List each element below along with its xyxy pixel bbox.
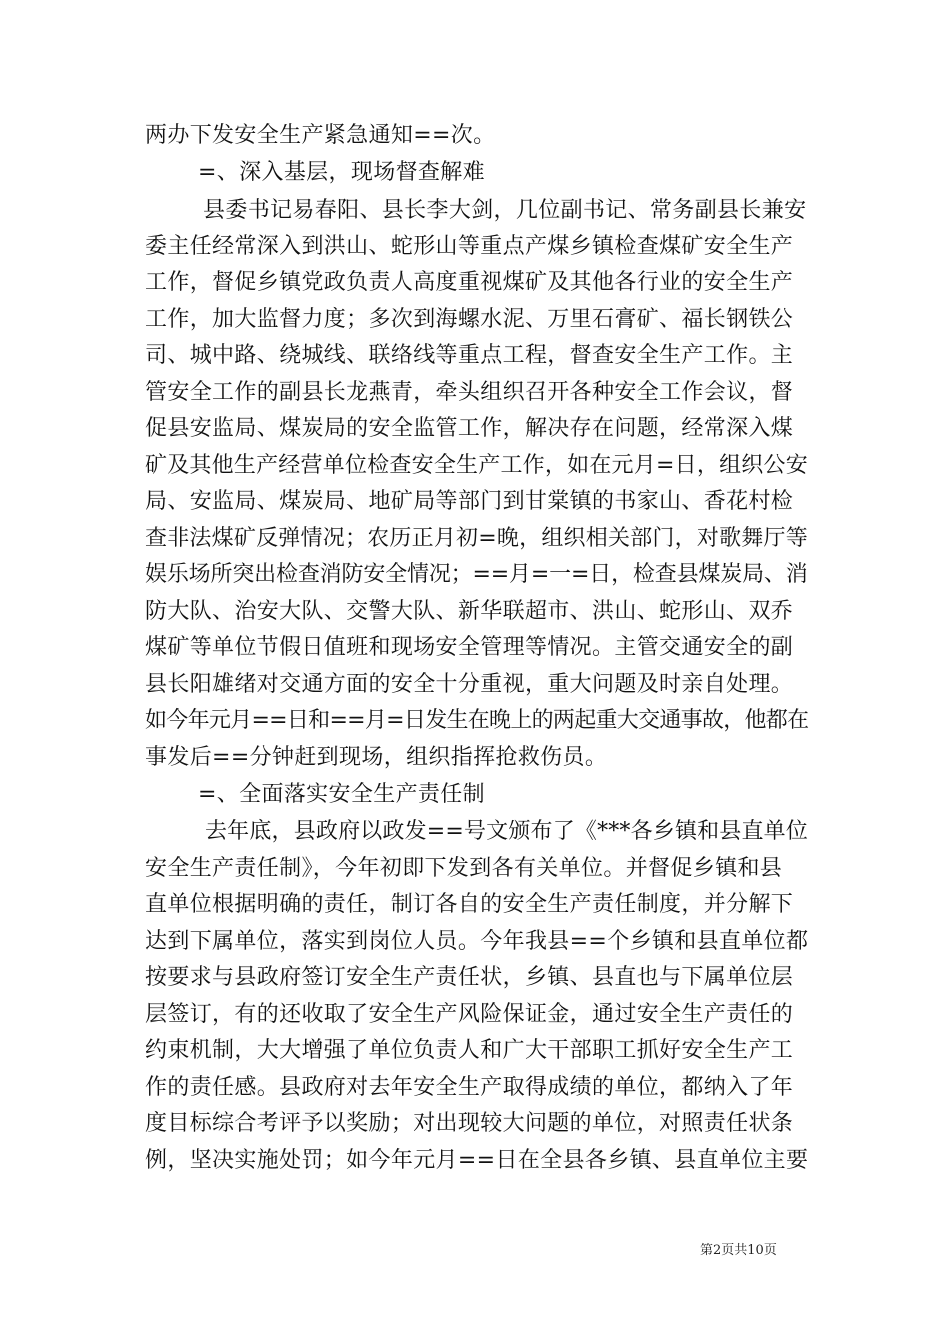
text-line: 事发后==分钟赶到现场，组织指挥抢救伤员。 — [145, 745, 608, 770]
text-line: 县长阳雄绪对交通方面的安全十分重视，重大问题及时亲自处理。 — [145, 672, 794, 697]
text-line: 作的责任感。县政府对去年安全生产取得成绩的单位，都纳入了年 — [145, 1075, 794, 1100]
text-line: 管安全工作的副县长龙燕青，牵头组织召开各种安全工作会议，督 — [145, 380, 794, 405]
text-line: 工作，加大监督力度；多次到海螺水泥、万里石膏矿、福长钢铁公 — [145, 307, 794, 332]
text-line: 司、城中路、绕城线、联络线等重点工程，督查安全生产工作。主 — [145, 343, 794, 368]
text-line: 如今年元月==日和==月=日发生在晚上的两起重大交通事故，他都在 — [145, 708, 809, 733]
text-line: 局、安监局、煤炭局、地矿局等部门到甘棠镇的书家山、香花村检 — [145, 489, 794, 514]
text-line: 工作，督促乡镇党政负责人高度重视煤矿及其他各行业的安全生产 — [145, 270, 794, 295]
text-line: 防大队、治安大队、交警大队、新华联超市、洪山、蛇形山、双乔 — [145, 599, 794, 624]
text-line: 例，坚决实施处罚；如今年元月==日在全县各乡镇、县直单位主要 — [145, 1148, 809, 1173]
text-line: 促县安监局、煤炭局的安全监管工作，解决存在问题，经常深入煤 — [145, 416, 794, 441]
page-footer: 第2页共10页 — [700, 1243, 777, 1258]
text-line: 去年底，县政府以政发==号文颁布了《***各乡镇和县直单位 — [205, 819, 809, 844]
text-line: 约束机制，大大增强了单位负责人和广大干部职工抓好安全生产工 — [145, 1038, 794, 1063]
text-line: 安全生产责任制》，今年初即下发到各有关单位。并督促乡镇和县 — [145, 856, 783, 881]
text-line: =、全面落实安全生产责任制 — [198, 782, 485, 807]
text-line: 度目标综合考评予以奖励；对出现较大问题的单位，对照责任状条 — [145, 1111, 794, 1136]
text-line: 娱乐场所突出检查消防安全情况；==月=一=日，检查县煤炭局、消 — [145, 562, 808, 587]
text-line: 县委书记易春阳、县长李大剑，几位副书记、常务副县长兼安 — [203, 198, 807, 223]
text-line: 两办下发安全生产紧急通知==次。 — [145, 123, 496, 148]
text-line: 层签订，有的还收取了安全生产风险保证金，通过安全生产责任的 — [145, 1002, 794, 1027]
text-line: 达到下属单位，落实到岗位人员。今年我县==个乡镇和县直单位都 — [145, 929, 809, 954]
text-line: 直单位根据明确的责任，制订各自的安全生产责任制度，并分解下 — [145, 892, 794, 917]
text-line: 查非法煤矿反弹情况；农历正月初=晚，组织相关部门，对歌舞厅等 — [145, 526, 808, 551]
text-line: 按要求与县政府签订安全生产责任状，乡镇、县直也与下属单位层 — [145, 965, 794, 990]
text-line: 委主任经常深入到洪山、蛇形山等重点产煤乡镇检查煤矿安全生产 — [145, 234, 794, 259]
text-line: 矿及其他生产经营单位检查安全生产工作，如在元月=日，组织公安 — [145, 453, 808, 478]
text-line: 煤矿等单位节假日值班和现场安全管理等情况。主管交通安全的副 — [145, 635, 794, 660]
text-line: =、深入基层，现场督查解难 — [198, 160, 485, 185]
